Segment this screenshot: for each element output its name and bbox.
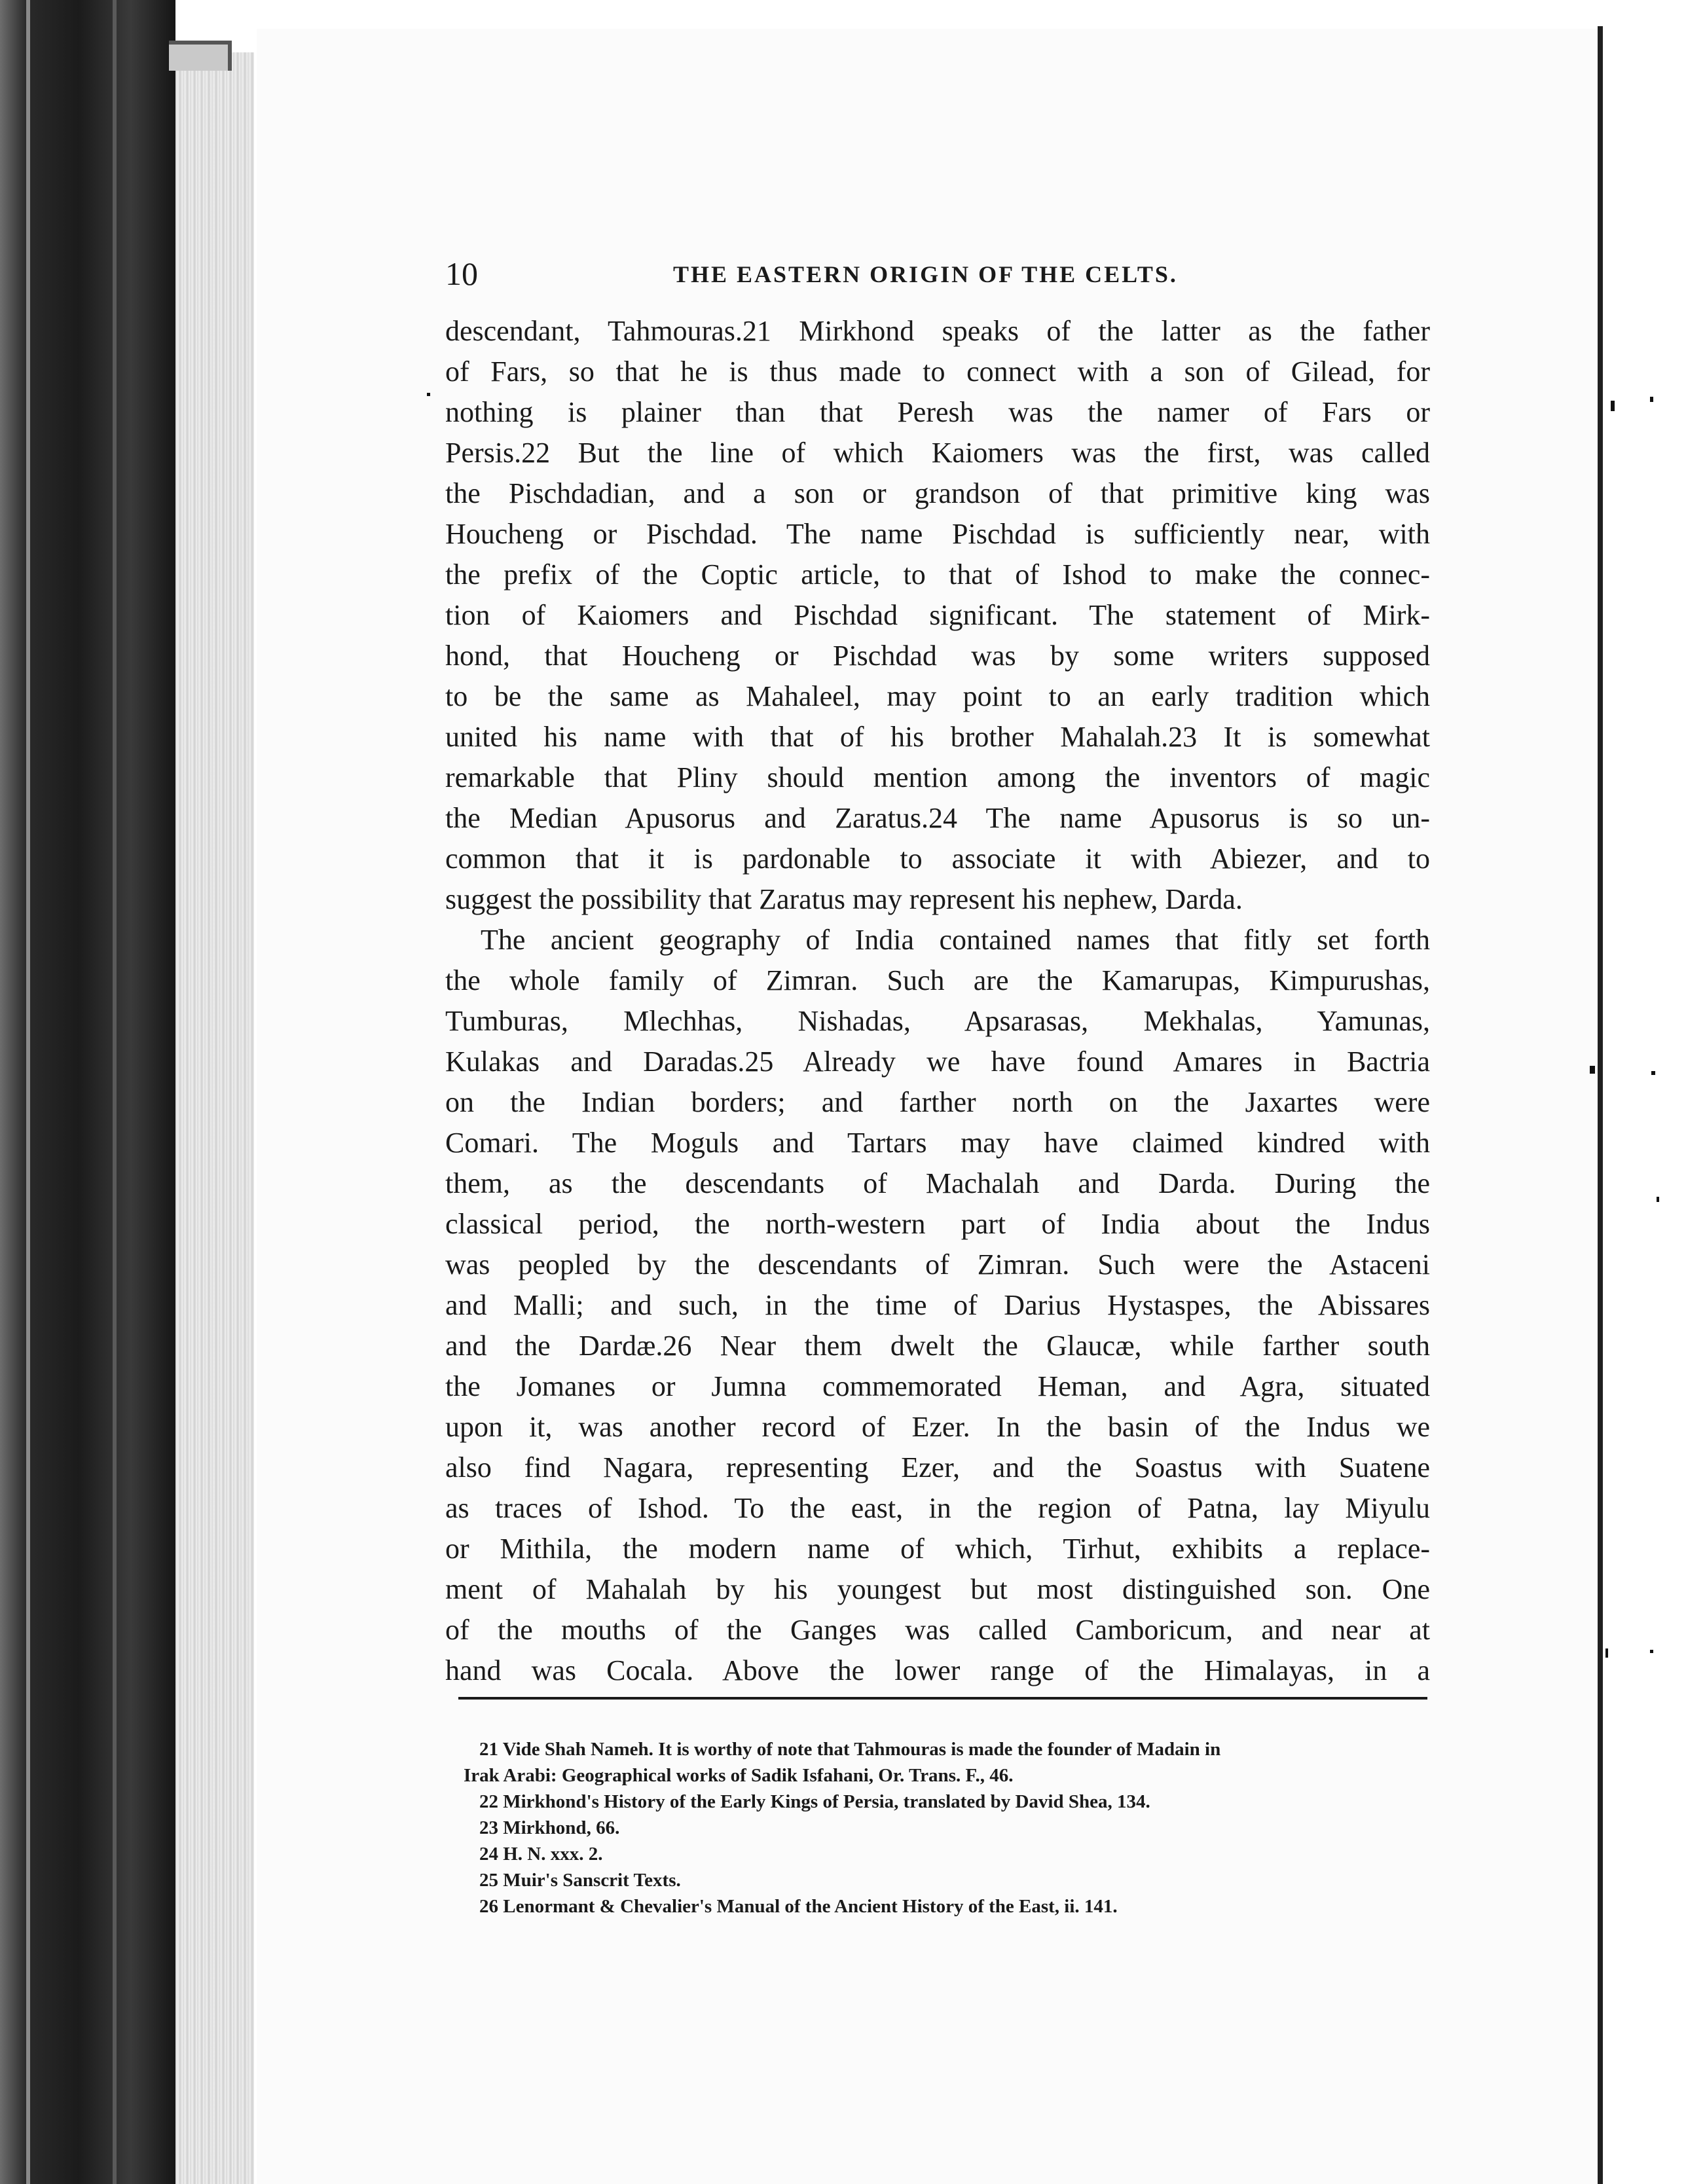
text-line: upon it, was another record of Ezer. In the basin of the Indus we (445, 1411, 1430, 1443)
footnote: 26 Lenormant & Chevalier's Manual of the Ancient History of the East, ii. 141. (479, 1896, 1118, 1917)
footnote: 25 Muir's Sanscrit Texts. (479, 1870, 681, 1891)
text-line: the Pischdadian, and a son or grandson of that primitive king was (445, 477, 1430, 509)
text-line: ment of Mahalah by his youngest but most distinguished son. One (445, 1573, 1430, 1605)
text-line: tion of Kaiomers and Pischdad significant. The statement of Mirk- (445, 599, 1430, 631)
footnote: 24 H. N. xxx. 2. (479, 1844, 603, 1865)
page-edges-top (169, 41, 232, 71)
footnote: Irak Arabi: Geographical works of Sadik Isfahani, Or. Trans. F., 46. (464, 1765, 1014, 1786)
footnote-rule (458, 1697, 1427, 1700)
text-line: remarkable that Pliny should mention among the inventors of magic (445, 761, 1430, 793)
running-head (445, 254, 1427, 293)
text-line: or Mithila, the modern name of which, Tirhut, exhibits a replace- (445, 1533, 1430, 1565)
body-text (445, 311, 1430, 1691)
text-line: of Fars, so that he is thus made to connect with a son of Gilead, for (445, 355, 1430, 388)
footnote: 21 Vide Shah Nameh. It is worthy of note that Tahmouras is made the founder of Madain in (479, 1739, 1221, 1760)
text-line: to be the same as Mahaleel, may point to an early tradition which (445, 680, 1430, 712)
page-fold (1598, 26, 1603, 2184)
running-title: THE EASTERN ORIGIN OF THE CELTS. (673, 261, 1178, 287)
text-line: on the Indian borders; and farther north on the Jaxartes were (445, 1086, 1430, 1118)
text-line: Houcheng or Pischdad. The name Pischdad is sufficiently near, with (445, 518, 1430, 550)
footnote: 22 Mirkhond's History of the Early Kings of Persia, translated by David Shea, 134. (479, 1791, 1150, 1812)
text-line: The ancient geography of India contained names that fitly set forth (481, 924, 1430, 956)
text-line: as traces of Ishod. To the east, in the region of Patna, lay Miyulu (445, 1492, 1430, 1524)
text-line: descendant, Tahmouras.21 Mirkhond speaks of the latter as the father (445, 315, 1430, 347)
text-line: and the Dardæ.26 Near them dwelt the Glaucæ, while farther south (445, 1330, 1430, 1362)
text-line: united his name with that of his brother Mahalah.23 It is somewhat (445, 721, 1430, 753)
footnotes (464, 1736, 1433, 1920)
text-line: the prefix of the Coptic article, to that of Ishod to make the connec- (445, 558, 1430, 591)
text-line: Persis.22 But the line of which Kaiomers was the first, was called (445, 437, 1430, 469)
binding-edge (113, 0, 117, 2184)
text-line: common that it is pardonable to associate it with Abiezer, and to (445, 843, 1430, 875)
text-line: hond, that Houcheng or Pischdad was by some writers supposed (445, 640, 1430, 672)
text-line: the Median Apusorus and Zaratus.24 The name Apusorus is so un- (445, 802, 1430, 834)
text-line: nothing is plainer than that Peresh was the namer of Fars or (445, 396, 1430, 428)
text-line: them, as the descendants of Machalah and Darda. During the (445, 1167, 1430, 1199)
text-line: suggest the possibility that Zaratus may represent his nephew, Darda. (445, 883, 1243, 915)
text-line: the Jomanes or Jumna commemorated Heman, and Agra, situated (445, 1370, 1430, 1402)
text-line: and Malli; and such, in the time of Darius Hystaspes, the Abissares (445, 1289, 1430, 1321)
text-line: classical period, the north-western part of India about the Indus (445, 1208, 1430, 1240)
text-line: of the mouths of the Ganges was called Camboricum, and near at (445, 1614, 1430, 1646)
binding-edge (26, 0, 30, 2184)
text-line: Comari. The Moguls and Tartars may have claimed kindred with (445, 1127, 1430, 1159)
footnote: 23 Mirkhond, 66. (479, 1817, 620, 1838)
text-line: also find Nagara, representing Ezer, and the Soastus with Suatene (445, 1451, 1430, 1483)
text-line: Kulakas and Daradas.25 Already we have found Amares in Bactria (445, 1046, 1430, 1078)
page-number: 10 (445, 255, 478, 292)
text-line: Tumburas, Mlechhas, Nishadas, Apsarasas, Mekhalas, Yamunas, (445, 1005, 1430, 1037)
scan-margin (1603, 0, 1705, 2184)
text-line: hand was Cocala. Above the lower range of the Himalayas, in a (445, 1654, 1430, 1686)
text-line: was peopled by the descendants of Zimran. Such were the Astaceni (445, 1248, 1430, 1281)
text-line: the whole family of Zimran. Such are the Kamarupas, Kimpurushas, (445, 964, 1430, 996)
page-edges (175, 52, 254, 2184)
